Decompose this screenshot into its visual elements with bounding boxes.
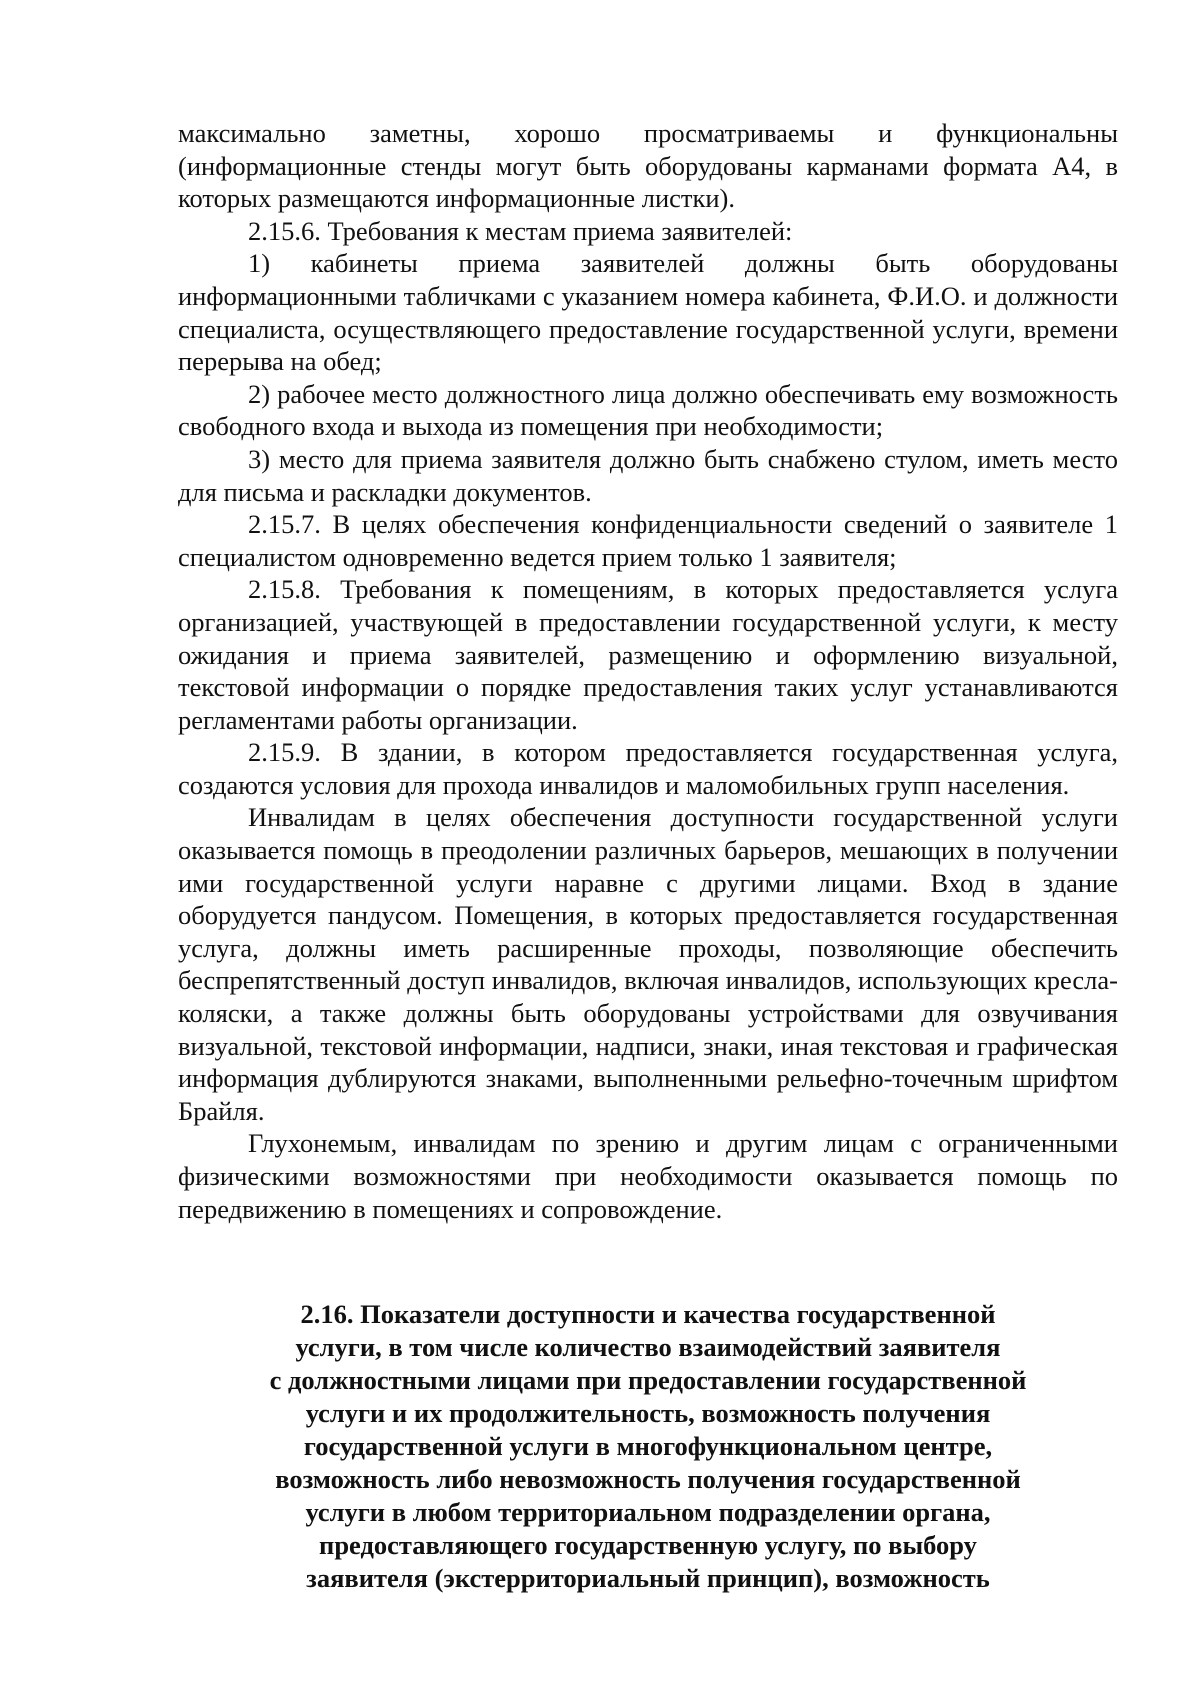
heading-line: услуги, в том числе количество взаимодействий заявителя	[295, 1332, 1001, 1362]
paragraph-item-2: 2) рабочее место должностного лица должно обеспечивать ему возможность свободного входа и выхода из помещения при необходимости;	[178, 378, 1118, 442]
paragraph-item-3: 3) место для приема заявителя должно быть снабжено стулом, иметь место для письма и раскладки документов.	[178, 443, 1118, 507]
heading-line: с должностными лицами при предоставлении государственной	[269, 1365, 1027, 1395]
paragraph-item-1: 1) кабинеты приема заявителей должны быть оборудованы информационными табличками с указанием номера кабинета, Ф.И.О. и должности специалиста, осуществляющего предоставление государственной услуги, времени перерыва на обед;	[178, 248, 1118, 377]
heading-line: возможность либо невозможность получения государственной	[275, 1464, 1021, 1494]
section-heading-2-16	[178, 1298, 1118, 1595]
paragraph-disabled-access: Инвалидам в целях обеспечения доступности государственной услуги оказывается помощь в преодолении различных барьеров, мешающих в получении ими государственной услуги наравне с другими лицами. Вход в здание оборудуется пандусом. Помещения, в которых предоставляется государственная услуга, должны иметь расширенные проходы, позволяющие обеспечить беспрепятственный доступ инвалидов, включая инвалидов, использующих кресла-коляски, а также должны быть оборудованы устройствами для озвучивания визуальной, текстовой информации, надписи, знаки, иная текстовая и графическая информация дублируются знаками, выполненными рельефно-точечным шрифтом Брайля.	[178, 802, 1118, 1126]
paragraph-continuation: максимально заметны, хорошо просматриваемы и функциональны (информационные стенды могут быть оборудованы карманами формата А4, в которых размещаются информационные листки).	[178, 118, 1118, 214]
paragraph-2-15-7: 2.15.7. В целях обеспечения конфиденциальности сведений о заявителе 1 специалистом одновременно ведется прием только 1 заявителя;	[178, 509, 1118, 572]
heading-line: услуги и их продолжительность, возможность получения	[305, 1398, 991, 1428]
paragraph-2-15-6: 2.15.6. Требования к местам приема заявителей:	[248, 215, 793, 246]
paragraph-2-15-9: 2.15.9. В здании, в котором предоставляется государственная услуга, создаются условия для прохода инвалидов и маломобильных групп населения.	[178, 737, 1118, 800]
heading-line: предоставляющего государственную услугу, по выбору	[319, 1530, 977, 1560]
paragraph-2-15-8: 2.15.8. Требования к помещениям, в которых предоставляется услуга организацией, участвующей в предоставлении государственной услуги, к месту ожидания и приема заявителей, размещению и оформлению визуальной, текстовой информации о порядке предоставления таких услуг устанавливаются регламентами работы организации.	[178, 574, 1118, 735]
heading-line: 2.16. Показатели доступности и качества государственной	[300, 1299, 996, 1329]
heading-line: услуги в любом территориальном подразделении органа,	[305, 1497, 991, 1527]
heading-line: государственной услуги в многофункциональном центре,	[303, 1431, 993, 1461]
paragraph-deaf-assistance: Глухонемым, инвалидам по зрению и другим лицам с ограниченными физическими возможностями при необходимости оказывается помощь по передвижению в помещениях и сопровождение.	[178, 1128, 1118, 1224]
document-body	[178, 117, 1118, 1225]
heading-line: заявителя (экстерриториальный принцип), возможность	[306, 1563, 990, 1593]
